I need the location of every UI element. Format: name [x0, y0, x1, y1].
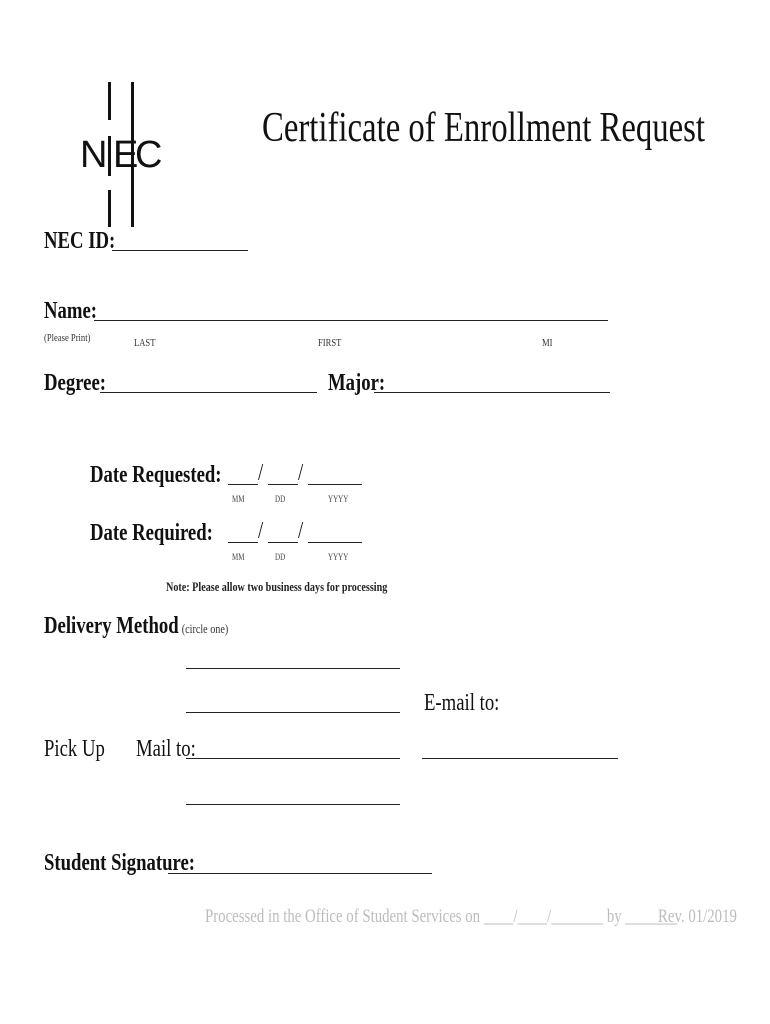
logo-bar: [108, 190, 111, 227]
revision-label: Rev. 01/2019: [658, 906, 737, 927]
logo-bar: [108, 136, 111, 176]
email-to-label: E-mail to:: [424, 690, 500, 716]
name-hint: (Please Print): [44, 332, 91, 344]
date-requested-yyyy-caption: YYYY: [328, 494, 349, 504]
email-address-field[interactable]: [422, 758, 618, 759]
processed-note: Processed in the Office of Student Services on ____/____/_______ by _______: [205, 906, 678, 927]
logo-letter-n: N: [80, 134, 108, 176]
date-requested-slash: /: [298, 460, 304, 486]
date-required-mm-caption: MM: [232, 552, 245, 562]
date-requested-mm-caption: MM: [232, 494, 245, 504]
date-required-mm-field[interactable]: [228, 542, 258, 543]
date-required-slash: /: [258, 518, 264, 544]
degree-label: Degree:: [44, 370, 107, 396]
name-mi-caption: MI: [542, 337, 553, 349]
date-requested-label: Date Requested:: [90, 462, 222, 488]
processing-note: Note: Please allow two business days for processing: [166, 579, 388, 594]
logo-letter-c: C: [135, 134, 163, 176]
logo-bar: [108, 82, 111, 120]
student-signature-label: Student Signature:: [44, 850, 196, 876]
delivery-method-label: Delivery Method: [44, 613, 179, 639]
date-required-dd-field[interactable]: [268, 542, 298, 543]
mail-address-line-2[interactable]: [186, 712, 400, 713]
degree-field[interactable]: [100, 392, 317, 393]
nec-logo: [80, 82, 162, 227]
pickup-option[interactable]: Pick Up: [44, 736, 105, 762]
mail-address-line-3[interactable]: [186, 758, 400, 759]
major-field[interactable]: [374, 392, 610, 393]
date-required-yyyy-field[interactable]: [308, 542, 362, 543]
delivery-method-heading: [44, 613, 280, 640]
date-requested-slash: /: [258, 460, 264, 486]
name-last-caption: LAST: [134, 337, 156, 349]
page-title: Certificate of Enrollment Request: [262, 105, 706, 151]
student-signature-field[interactable]: [168, 873, 432, 874]
nec-id-label: NEC ID:: [44, 228, 116, 254]
date-required-yyyy-caption: YYYY: [328, 552, 349, 562]
mail-to-option[interactable]: Mail to:: [136, 736, 196, 762]
mail-address-line-1[interactable]: [186, 668, 400, 669]
name-label: Name:: [44, 298, 98, 324]
logo-letter-e: E: [113, 134, 139, 176]
date-requested-dd-caption: DD: [275, 494, 286, 504]
name-first-caption: FIRST: [318, 337, 342, 349]
date-required-dd-caption: DD: [275, 552, 286, 562]
delivery-method-hint: (circle one): [181, 621, 229, 636]
name-field[interactable]: [94, 320, 608, 321]
date-required-label: Date Required:: [90, 520, 213, 546]
date-requested-mm-field[interactable]: [228, 484, 258, 485]
nec-id-field[interactable]: [112, 250, 248, 251]
date-requested-yyyy-field[interactable]: [308, 484, 362, 485]
major-label: Major:: [328, 370, 386, 396]
mail-address-line-4[interactable]: [186, 804, 400, 805]
date-required-slash: /: [298, 518, 304, 544]
date-requested-dd-field[interactable]: [268, 484, 298, 485]
